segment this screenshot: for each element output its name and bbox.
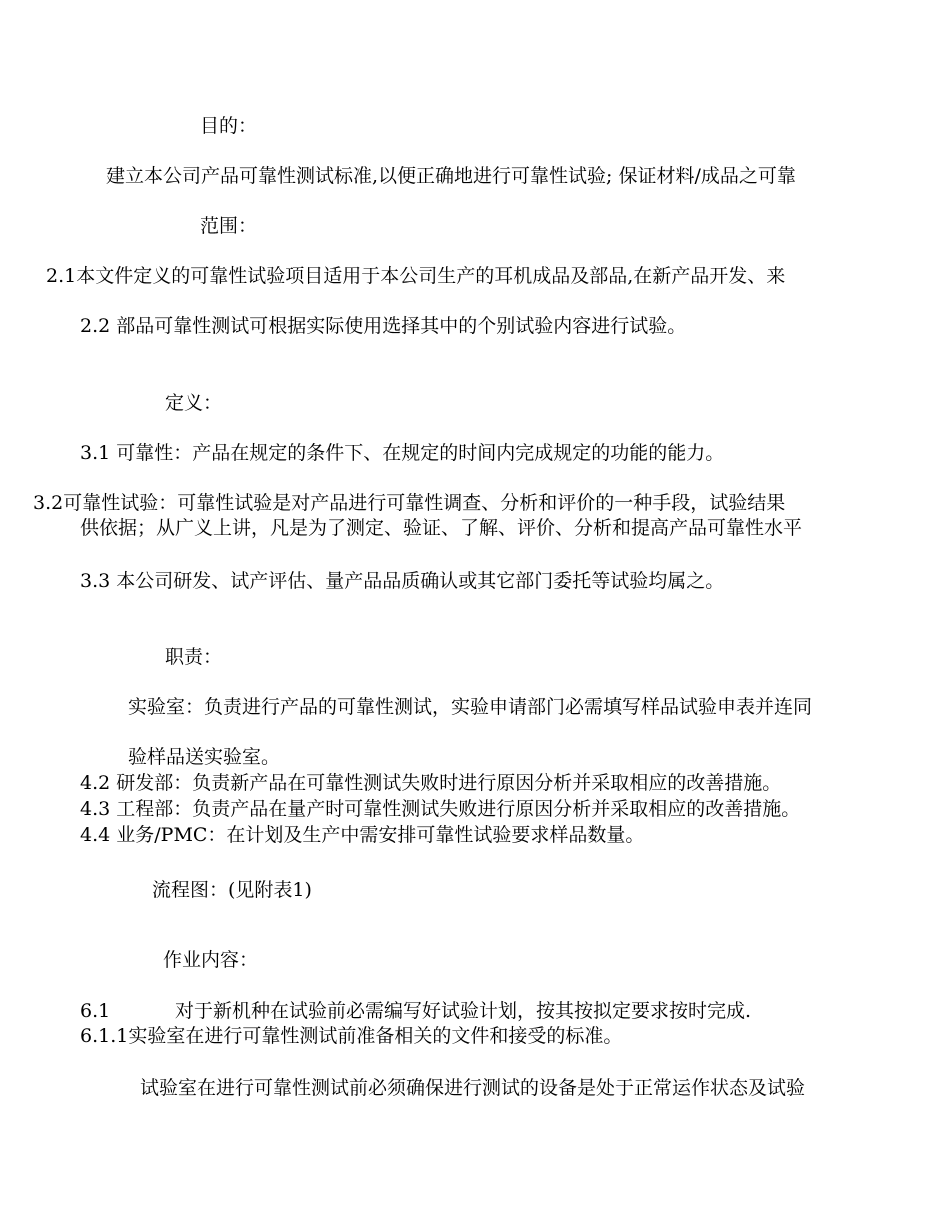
section-heading-scope: 范围： <box>200 215 258 237</box>
definition-item-3-3: 3.3 本公司研发、试产评估、量产品品质确认或其它部门委托等试验均属之。 <box>80 570 725 592</box>
scope-item-2-2: 2.2 部品可靠性测试可根据实际使用选择其中的个别试验内容进行试验。 <box>80 315 687 337</box>
section-heading-definition: 定义： <box>165 392 223 414</box>
section-heading-purpose: 目的： <box>200 115 258 137</box>
purpose-text: 建立本公司产品可靠性测试标准,以便正确地进行可靠性试验; 保证材料/成品之可靠 <box>106 165 796 187</box>
definition-item-3-1: 3.1 可靠性：产品在规定的条件下、在规定的时间内完成规定的功能的能力。 <box>80 442 725 464</box>
definition-item-3-2-line1: 3.2可靠性试验：可靠性试验是对产品进行可靠性调查、分析和评价的一种手段，试验结果 <box>33 492 786 514</box>
responsibility-item-4-1-line2: 验样品送实验室。 <box>128 746 281 768</box>
section-heading-flowchart: 流程图：(见附表1) <box>152 879 312 901</box>
work-item-6-1-number: 6.1 <box>80 1000 111 1022</box>
work-item-6-1-1: 6.1.1实验室在进行可靠性测试前准备相关的文件和接受的标准。 <box>80 1025 623 1047</box>
work-item-6-1-2: 试验室在进行可靠性测试前必须确保进行测试的设备是处于正常运作状态及试验 <box>140 1077 806 1099</box>
scope-item-2-1: 2.1本文件定义的可靠性试验项目适用于本公司生产的耳机成品及部品,在新产品开发、来 <box>46 265 786 287</box>
responsibility-item-4-3: 4.3 工程部：负责产品在量产时可靠性测试失败进行原因分析并采取相应的改善措施。 <box>80 798 801 820</box>
responsibility-item-4-4: 4.4 业务/PMC：在计划及生产中需安排可靠性试验要求样品数量。 <box>80 824 645 846</box>
work-item-6-1-text: 对于新机种在试验前必需编写好试验计划，按其按拟定要求按时完成. <box>175 1000 752 1022</box>
responsibility-item-4-1-line1: 实验室：负责进行产品的可靠性测试，实验申请部门必需填写样品试验申表并连同 <box>128 696 813 718</box>
responsibility-item-4-2: 4.2 研发部：负责新产品在可靠性测试失败时进行原因分析并采取相应的改善措施。 <box>80 772 782 794</box>
definition-item-3-2-line2: 供依据；从广义上讲，凡是为了测定、验证、了解、评价、分析和提高产品可靠性水平 <box>80 517 803 539</box>
section-heading-work: 作业内容： <box>163 949 259 971</box>
section-heading-responsibility: 职责： <box>165 646 223 668</box>
